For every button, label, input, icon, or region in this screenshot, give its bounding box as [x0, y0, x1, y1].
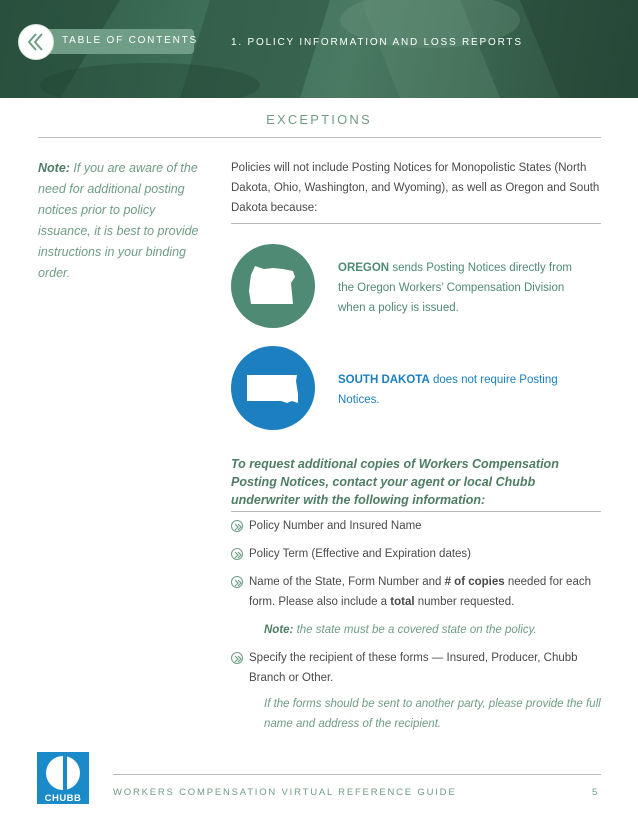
- south-dakota-map-icon: [231, 346, 315, 430]
- list-item: [231, 572, 606, 612]
- oregon-name: OREGON: [338, 262, 390, 274]
- list-item-text: Policy Number and Insured Name: [249, 520, 422, 532]
- covered-state-note-label: Note:: [264, 624, 294, 636]
- list-item: [231, 544, 606, 564]
- header-banner: [0, 0, 638, 98]
- list-item-text: Specify the recipient of these forms — Insured, Producer, Chubb Branch or Other.: [249, 652, 578, 684]
- page-number: 5: [592, 787, 598, 798]
- south-dakota-name: SOUTH DAKOTA: [338, 374, 430, 386]
- south-dakota-text: does not require Posting Notices.: [338, 374, 558, 406]
- sidebar-note-label: Note:: [38, 161, 70, 175]
- double-chevron-right-icon: [231, 576, 243, 588]
- sidebar-note-text: If you are aware of the need for additional posting notices prior to policy issuance, it is best to provide instructions in your binding order.: [38, 161, 199, 280]
- list-item-text-part: Name of the State, Form Number and: [249, 576, 445, 588]
- covered-state-note-text: the state must be a covered state on the policy.: [293, 624, 537, 636]
- sidebar-note: [38, 158, 202, 284]
- list-item-text-part: needed for each form. Please also include a: [249, 576, 591, 608]
- oregon-description: [338, 258, 588, 318]
- table-of-contents-label: TABLE OF CONTENTS: [62, 35, 198, 46]
- section-title: EXCEPTIONS: [266, 112, 372, 127]
- list-item-text-part: number requested.: [414, 596, 515, 608]
- oregon-text: sends Posting Notices directly from the Oregon Workers’ Compensation Division when a policy is issued.: [338, 262, 572, 314]
- south-dakota-description: [338, 370, 588, 410]
- list-item-text: [231, 572, 606, 612]
- request-divider: [231, 511, 601, 512]
- chubb-logo-wordmark: CHUBB: [44, 793, 82, 804]
- footer-title: WORKERS COMPENSATION VIRTUAL REFERENCE GUIDE: [113, 787, 457, 798]
- list-item: [231, 648, 606, 688]
- double-chevron-right-icon: [231, 548, 243, 560]
- oregon-map-icon: [231, 244, 315, 328]
- covered-state-note: [264, 620, 604, 640]
- total-emphasis: total: [390, 596, 415, 608]
- table-of-contents-button[interactable]: [18, 24, 198, 60]
- double-chevron-right-icon: [231, 652, 243, 664]
- copies-emphasis: # of copies: [444, 576, 505, 588]
- footer-divider: [113, 774, 601, 775]
- request-heading: To request additional copies of Workers Compensation Posting Notices, contact your agent or local Chubb underwriter with the following information:: [231, 457, 559, 507]
- list-item: [231, 516, 606, 536]
- intro-divider: [231, 223, 601, 224]
- list-item-text: Policy Term (Effective and Expiration dates): [249, 548, 472, 560]
- double-chevron-left-icon: [18, 24, 54, 60]
- double-chevron-right-icon: [231, 520, 243, 532]
- section-divider: [38, 137, 601, 138]
- section-breadcrumb: 1. POLICY INFORMATION AND LOSS REPORTS: [231, 37, 523, 48]
- intro-paragraph: Policies will not include Posting Notices for Monopolistic States (North Dakota, Ohio, Washington, and Wyoming), as well as Oregon and South Dakota because:: [231, 162, 600, 214]
- chubb-logo-bar: [63, 752, 67, 794]
- recipient-note: If the forms should be sent to another party, please provide the full name and address of the recipient.: [264, 698, 601, 730]
- chubb-logo: [37, 752, 89, 804]
